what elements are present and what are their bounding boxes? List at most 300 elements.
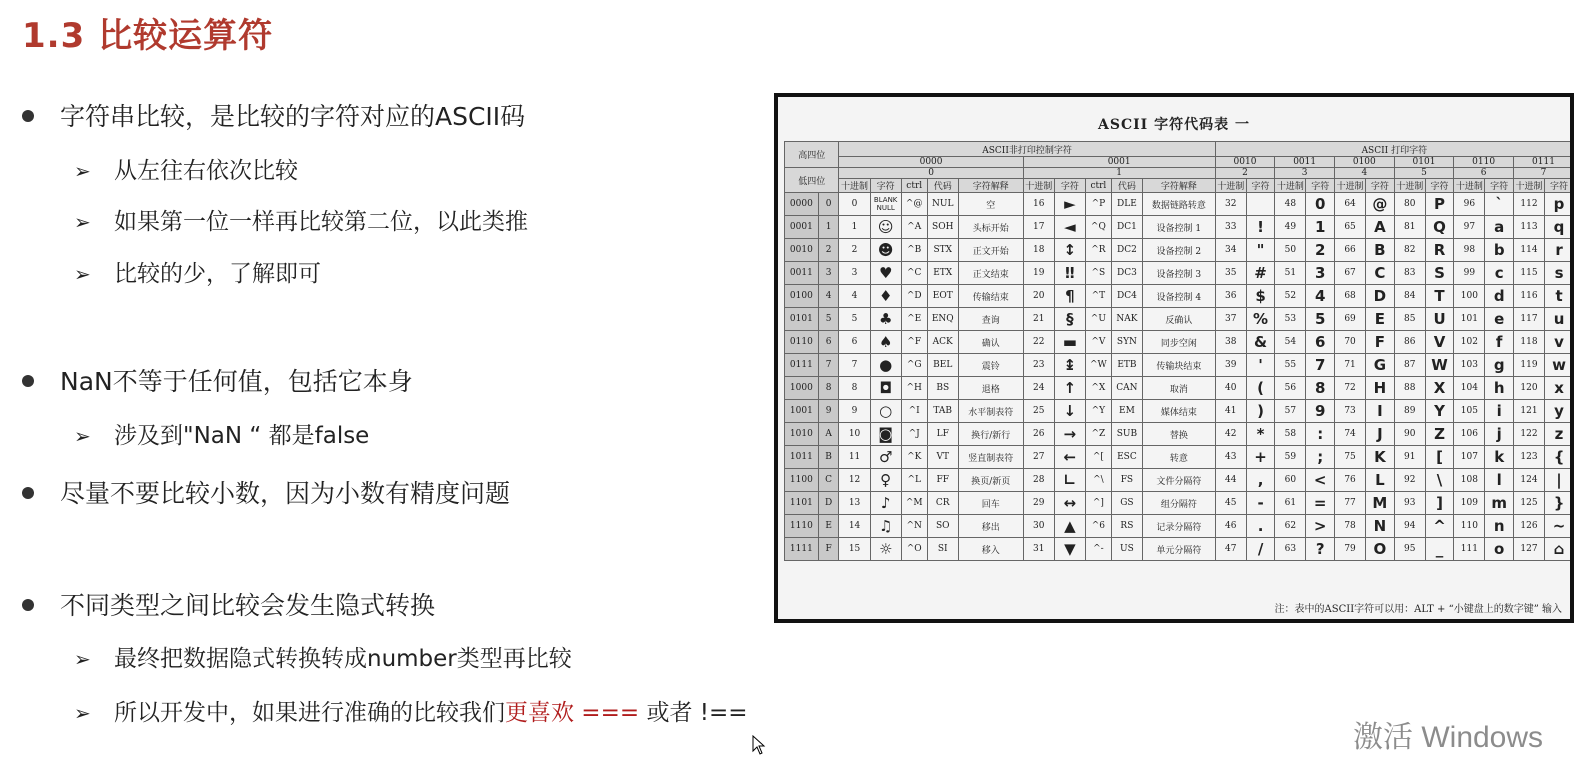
ctrl-cell: ^-	[1085, 538, 1111, 561]
code-cell: VT	[927, 446, 958, 469]
ascii-table-row	[785, 239, 1571, 262]
char-cell: y	[1545, 400, 1570, 423]
code-cell: STX	[927, 239, 958, 262]
low-bits-cell: 0110	[785, 331, 819, 354]
dec-cell: 100	[1454, 285, 1485, 308]
arrow-bullet-icon: ➢	[74, 262, 91, 286]
low-hex-cell: 1	[818, 216, 839, 239]
ascii-table-row	[785, 515, 1571, 538]
ascii-table-row	[785, 538, 1571, 561]
char-cell: ]	[1425, 492, 1454, 515]
dec-cell: 31	[1023, 538, 1054, 561]
desc-cell: 传输结束	[958, 285, 1023, 308]
code-cell: SO	[927, 515, 958, 538]
char-cell: ⌂	[1545, 538, 1570, 561]
dec-cell: 59	[1275, 446, 1306, 469]
page-title: 1.3 比较运算符	[22, 16, 274, 56]
char-cell: BLANK NULL	[870, 193, 901, 216]
char-cell: ♪	[870, 492, 901, 515]
char-cell: ↑	[1054, 377, 1085, 400]
ctrl-cell: ^P	[1085, 193, 1111, 216]
char-cell: A	[1366, 216, 1395, 239]
dec-cell: 61	[1275, 492, 1306, 515]
char-cell: ○	[870, 400, 901, 423]
code-cell: DLE	[1111, 193, 1142, 216]
char-cell: ‼	[1054, 262, 1085, 285]
char-cell: L	[1366, 469, 1395, 492]
dec-cell: 112	[1513, 193, 1544, 216]
ctrl-cell: ^I	[901, 400, 927, 423]
low-hex-cell: 7	[818, 354, 839, 377]
col-dec-header: 十进制	[1275, 179, 1306, 193]
char-cell: @	[1366, 193, 1395, 216]
char-cell: J	[1366, 423, 1395, 446]
high-bits-label: 0111	[1513, 157, 1570, 168]
char-cell: ▲	[1054, 515, 1085, 538]
code-cell: GS	[1111, 492, 1142, 515]
dec-cell: 70	[1334, 331, 1365, 354]
dec-cell: 14	[839, 515, 870, 538]
char-cell: x	[1545, 377, 1570, 400]
ctrl-cell: ^]	[1085, 492, 1111, 515]
char-cell: 8	[1306, 377, 1335, 400]
char-cell: ↓	[1054, 400, 1085, 423]
high-bits-label: 0110	[1454, 157, 1514, 168]
desc-cell: 组分隔符	[1142, 492, 1215, 515]
dec-cell: 108	[1454, 469, 1485, 492]
char-cell: D	[1366, 285, 1395, 308]
code-cell: EM	[1111, 400, 1142, 423]
ascii-table-row	[785, 377, 1571, 400]
dec-cell: 38	[1215, 331, 1246, 354]
dec-cell: 90	[1394, 423, 1425, 446]
char-cell: e	[1485, 308, 1514, 331]
col-code-header: 代码	[927, 179, 958, 193]
char-cell: ♦	[870, 285, 901, 308]
col-dec-header: 十进制	[1454, 179, 1485, 193]
char-cell: -	[1246, 492, 1275, 515]
sub-bullet-text: 从左往右依次比较	[114, 158, 298, 184]
windows-activation-watermark: 激活 Windows	[1353, 721, 1544, 754]
char-cell: p	[1545, 193, 1570, 216]
desc-cell: 设备控制 4	[1142, 285, 1215, 308]
dec-cell: 2	[839, 239, 870, 262]
dec-cell: 118	[1513, 331, 1544, 354]
dec-cell: 11	[839, 446, 870, 469]
high-hex-label: 3	[1275, 168, 1335, 179]
ascii-table-row	[785, 193, 1571, 216]
dec-cell: 4	[839, 285, 870, 308]
arrow-bullet-icon: ➢	[74, 210, 91, 234]
ascii-table-row	[785, 469, 1571, 492]
dec-cell: 37	[1215, 308, 1246, 331]
char-cell: N	[1366, 515, 1395, 538]
dec-cell: 60	[1275, 469, 1306, 492]
char-cell: :	[1306, 423, 1335, 446]
dec-cell: 94	[1394, 515, 1425, 538]
desc-cell: 头标开始	[958, 216, 1023, 239]
code-cell: US	[1111, 538, 1142, 561]
char-cell: ►	[1054, 193, 1085, 216]
low-bits-cell: 1001	[785, 400, 819, 423]
ctrl-cell: ^W	[1085, 354, 1111, 377]
code-cell: NAK	[1111, 308, 1142, 331]
low-bits-cell: 0111	[785, 354, 819, 377]
dec-cell: 113	[1513, 216, 1544, 239]
dec-cell: 19	[1023, 262, 1054, 285]
ctrl-cell: ^A	[901, 216, 927, 239]
char-cell: 7	[1306, 354, 1335, 377]
char-cell: C	[1366, 262, 1395, 285]
bullet-item	[22, 474, 510, 510]
dec-cell: 85	[1394, 308, 1425, 331]
desc-cell: 换行/新行	[958, 423, 1023, 446]
ascii-table-title: ASCII 字符代码表 一	[1098, 117, 1250, 133]
ctrl-cell: ^K	[901, 446, 927, 469]
sub-bullet-item	[74, 203, 528, 236]
high-hex-label: 0	[839, 168, 1023, 179]
char-cell: P	[1425, 193, 1454, 216]
code-cell: DC4	[1111, 285, 1142, 308]
code-cell: DC3	[1111, 262, 1142, 285]
desc-cell: 退格	[958, 377, 1023, 400]
dec-cell: 80	[1394, 193, 1425, 216]
dec-cell: 52	[1275, 285, 1306, 308]
low-hex-cell: 3	[818, 262, 839, 285]
dec-cell: 107	[1454, 446, 1485, 469]
char-cell	[1246, 193, 1275, 216]
dec-cell: 13	[839, 492, 870, 515]
sub-bullet-item	[74, 255, 321, 288]
dec-cell: 42	[1215, 423, 1246, 446]
desc-cell: 转意	[1142, 446, 1215, 469]
high-bits-label: 0100	[1334, 157, 1394, 168]
high-hex-label: 5	[1394, 168, 1454, 179]
code-cell: BEL	[927, 354, 958, 377]
char-cell: 3	[1306, 262, 1335, 285]
ascii-table-row	[785, 285, 1571, 308]
dec-cell: 56	[1275, 377, 1306, 400]
low-hex-cell: B	[818, 446, 839, 469]
sub-bullet-item	[74, 417, 369, 450]
ctrl-cell: ^@	[901, 193, 927, 216]
char-cell: ♥	[870, 262, 901, 285]
low-bits-cell: 1100	[785, 469, 819, 492]
dec-cell: 78	[1334, 515, 1365, 538]
code-cell: ACK	[927, 331, 958, 354]
code-cell: CAN	[1111, 377, 1142, 400]
char-cell: ~	[1545, 515, 1570, 538]
dec-cell: 99	[1454, 262, 1485, 285]
desc-cell: 设备控制 2	[1142, 239, 1215, 262]
bullet-dot-icon	[22, 487, 34, 499]
sub-bullet-item	[74, 640, 572, 673]
ascii-table-row	[785, 308, 1571, 331]
ctrl-cell: ^G	[901, 354, 927, 377]
desc-cell: 回车	[958, 492, 1023, 515]
char-cell: U	[1425, 308, 1454, 331]
corner-high-label: 高四位	[785, 142, 839, 168]
dec-cell: 24	[1023, 377, 1054, 400]
code-cell: LF	[927, 423, 958, 446]
col-dec-header: 十进制	[1334, 179, 1365, 193]
ascii-table-row	[785, 400, 1571, 423]
ascii-table-image	[774, 93, 1574, 623]
ascii-table-row	[785, 216, 1571, 239]
dec-cell: 66	[1334, 239, 1365, 262]
bullet-item	[22, 97, 525, 133]
dec-cell: 65	[1334, 216, 1365, 239]
char-cell: 1	[1306, 216, 1335, 239]
char-cell: b	[1485, 239, 1514, 262]
low-bits-cell: 0010	[785, 239, 819, 262]
high-hex-label: 6	[1454, 168, 1514, 179]
dec-cell: 102	[1454, 331, 1485, 354]
code-cell: TAB	[927, 400, 958, 423]
char-cell: W	[1425, 354, 1454, 377]
dec-cell: 23	[1023, 354, 1054, 377]
ascii-table-note: 注：表中的ASCII字符可以用：ALT + “小键盘上的数字键” 输入	[1274, 604, 1562, 615]
bullet-dot-icon	[22, 375, 34, 387]
group-print-label: ASCII 打印字符	[1215, 142, 1570, 157]
ctrl-cell: ^M	[901, 492, 927, 515]
dec-cell: 86	[1394, 331, 1425, 354]
char-cell: X	[1425, 377, 1454, 400]
dec-cell: 92	[1394, 469, 1425, 492]
arrow-bullet-icon: ➢	[74, 701, 91, 725]
code-cell: SUB	[1111, 423, 1142, 446]
desc-cell: 设备控制 3	[1142, 262, 1215, 285]
low-bits-cell: 1010	[785, 423, 819, 446]
desc-cell: 取消	[1142, 377, 1215, 400]
dec-cell: 43	[1215, 446, 1246, 469]
ctrl-cell: ^6	[1085, 515, 1111, 538]
sub-bullet-item	[74, 152, 298, 185]
dec-cell: 74	[1334, 423, 1365, 446]
char-cell: ↨	[1054, 354, 1085, 377]
bullet-text: NaN不等于任何值，包括它本身	[60, 367, 413, 396]
char-cell: g	[1485, 354, 1514, 377]
sub-bullet-item	[74, 694, 748, 727]
dec-cell: 34	[1215, 239, 1246, 262]
code-cell: RS	[1111, 515, 1142, 538]
dec-cell: 82	[1394, 239, 1425, 262]
dec-cell: 20	[1023, 285, 1054, 308]
dec-cell: 6	[839, 331, 870, 354]
desc-cell: 替换	[1142, 423, 1215, 446]
dec-cell: 40	[1215, 377, 1246, 400]
col-ctrl-header: ctrl	[901, 179, 927, 193]
char-cell: ;	[1306, 446, 1335, 469]
dec-cell: 75	[1334, 446, 1365, 469]
char-cell: <	[1306, 469, 1335, 492]
dec-cell: 18	[1023, 239, 1054, 262]
high-bits-label: 0101	[1394, 157, 1454, 168]
char-cell: R	[1425, 239, 1454, 262]
desc-cell: 查询	[958, 308, 1023, 331]
char-cell: ♀	[870, 469, 901, 492]
desc-cell: 确认	[958, 331, 1023, 354]
low-bits-cell: 1111	[785, 538, 819, 561]
char-cell: &	[1246, 331, 1275, 354]
char-cell: I	[1366, 400, 1395, 423]
desc-cell: 正文开始	[958, 239, 1023, 262]
dec-cell: 119	[1513, 354, 1544, 377]
code-cell: FS	[1111, 469, 1142, 492]
dec-cell: 47	[1215, 538, 1246, 561]
col-char-header: 字符	[1246, 179, 1275, 193]
dec-cell: 79	[1334, 538, 1365, 561]
low-bits-cell: 0100	[785, 285, 819, 308]
low-hex-cell: 8	[818, 377, 839, 400]
low-bits-cell: 1101	[785, 492, 819, 515]
char-cell: u	[1545, 308, 1570, 331]
high-bits-label: 0011	[1275, 157, 1335, 168]
dec-cell: 45	[1215, 492, 1246, 515]
dec-cell: 87	[1394, 354, 1425, 377]
ctrl-cell: ^N	[901, 515, 927, 538]
char-cell: ♫	[870, 515, 901, 538]
char-cell: !	[1246, 216, 1275, 239]
ctrl-cell: ^L	[901, 469, 927, 492]
low-hex-cell: E	[818, 515, 839, 538]
low-hex-cell: 9	[818, 400, 839, 423]
char-cell: 2	[1306, 239, 1335, 262]
arrow-bullet-icon: ➢	[74, 647, 91, 671]
char-cell: ?	[1306, 538, 1335, 561]
dec-cell: 123	[1513, 446, 1544, 469]
char-cell: f	[1485, 331, 1514, 354]
low-hex-cell: F	[818, 538, 839, 561]
dec-cell: 124	[1513, 469, 1544, 492]
col-char-header: 字符	[1425, 179, 1454, 193]
char-cell: }	[1545, 492, 1570, 515]
dec-cell: 101	[1454, 308, 1485, 331]
desc-cell: 同步空闲	[1142, 331, 1215, 354]
dec-cell: 26	[1023, 423, 1054, 446]
col-dec-header: 十进制	[1215, 179, 1246, 193]
col-char-header: 字符	[1545, 179, 1570, 193]
dec-cell: 67	[1334, 262, 1365, 285]
low-hex-cell: 4	[818, 285, 839, 308]
low-bits-cell: 1011	[785, 446, 819, 469]
dec-cell: 63	[1275, 538, 1306, 561]
char-cell: %	[1246, 308, 1275, 331]
char-cell: ↔	[1054, 492, 1085, 515]
char-cell: "	[1246, 239, 1275, 262]
sub-bullet-text: 涉及到"NaN “ 都是false	[114, 423, 370, 449]
ctrl-cell: ^C	[901, 262, 927, 285]
dec-cell: 106	[1454, 423, 1485, 446]
sub-bullet-text: 比较的少，了解即可	[114, 261, 321, 287]
char-cell: (	[1246, 377, 1275, 400]
char-cell: t	[1545, 285, 1570, 308]
char-cell: ●	[870, 354, 901, 377]
desc-cell: 移入	[958, 538, 1023, 561]
high-hex-label: 7	[1513, 168, 1570, 179]
desc-cell: 记录分隔符	[1142, 515, 1215, 538]
char-cell: H	[1366, 377, 1395, 400]
low-hex-cell: 2	[818, 239, 839, 262]
dec-cell: 25	[1023, 400, 1054, 423]
char-cell: =	[1306, 492, 1335, 515]
ctrl-cell: ^R	[1085, 239, 1111, 262]
char-cell: 5	[1306, 308, 1335, 331]
ascii-table-row	[785, 262, 1571, 285]
desc-cell: 空	[958, 193, 1023, 216]
dec-cell: 103	[1454, 354, 1485, 377]
char-cell: /	[1246, 538, 1275, 561]
char-cell: v	[1545, 331, 1570, 354]
desc-cell: 反确认	[1142, 308, 1215, 331]
dec-cell: 32	[1215, 193, 1246, 216]
char-cell: ∟	[1054, 469, 1085, 492]
ctrl-cell: ^X	[1085, 377, 1111, 400]
col-char-header: 字符	[1054, 179, 1085, 193]
char-cell: 6	[1306, 331, 1335, 354]
low-hex-cell: 5	[818, 308, 839, 331]
dec-cell: 58	[1275, 423, 1306, 446]
char-cell: k	[1485, 446, 1514, 469]
ctrl-cell: ^Y	[1085, 400, 1111, 423]
dec-cell: 127	[1513, 538, 1544, 561]
dec-cell: 54	[1275, 331, 1306, 354]
ctrl-cell: ^D	[901, 285, 927, 308]
bullet-dot-icon	[22, 110, 34, 122]
bullet-text: 字符串比较，是比较的字符对应的ASCII码	[60, 102, 526, 131]
dec-cell: 41	[1215, 400, 1246, 423]
desc-cell: 数据链路转意	[1142, 193, 1215, 216]
dec-cell: 57	[1275, 400, 1306, 423]
arrow-bullet-icon: ➢	[74, 159, 91, 183]
char-cell: M	[1366, 492, 1395, 515]
desc-cell: 竖直制表符	[958, 446, 1023, 469]
highlight-text: 更喜欢 ===	[505, 700, 640, 726]
col-char-header: 字符	[1485, 179, 1514, 193]
dec-cell: 48	[1275, 193, 1306, 216]
low-hex-cell: C	[818, 469, 839, 492]
ascii-table-row	[785, 492, 1571, 515]
ascii-table-row	[785, 354, 1571, 377]
sub-bullet-text: 所以开发中，如果进行准确的比较我们	[114, 700, 505, 726]
dec-cell: 111	[1454, 538, 1485, 561]
char-cell: i	[1485, 400, 1514, 423]
char-cell: |	[1545, 469, 1570, 492]
desc-cell: 单元分隔符	[1142, 538, 1215, 561]
char-cell: s	[1545, 262, 1570, 285]
ctrl-cell: ^E	[901, 308, 927, 331]
dec-cell: 83	[1394, 262, 1425, 285]
low-hex-cell: D	[818, 492, 839, 515]
dec-cell: 7	[839, 354, 870, 377]
dec-cell: 120	[1513, 377, 1544, 400]
dec-cell: 72	[1334, 377, 1365, 400]
char-cell: a	[1485, 216, 1514, 239]
dec-cell: 5	[839, 308, 870, 331]
char-cell: →	[1054, 423, 1085, 446]
dec-cell: 16	[1023, 193, 1054, 216]
dec-cell: 88	[1394, 377, 1425, 400]
char-cell: B	[1366, 239, 1395, 262]
char-cell: ▬	[1054, 331, 1085, 354]
ctrl-cell: ^V	[1085, 331, 1111, 354]
ctrl-cell: ^F	[901, 331, 927, 354]
desc-cell: 设备控制 1	[1142, 216, 1215, 239]
dec-cell: 55	[1275, 354, 1306, 377]
desc-cell: 传输块结束	[1142, 354, 1215, 377]
dec-cell: 0	[839, 193, 870, 216]
code-cell: ETB	[1111, 354, 1142, 377]
